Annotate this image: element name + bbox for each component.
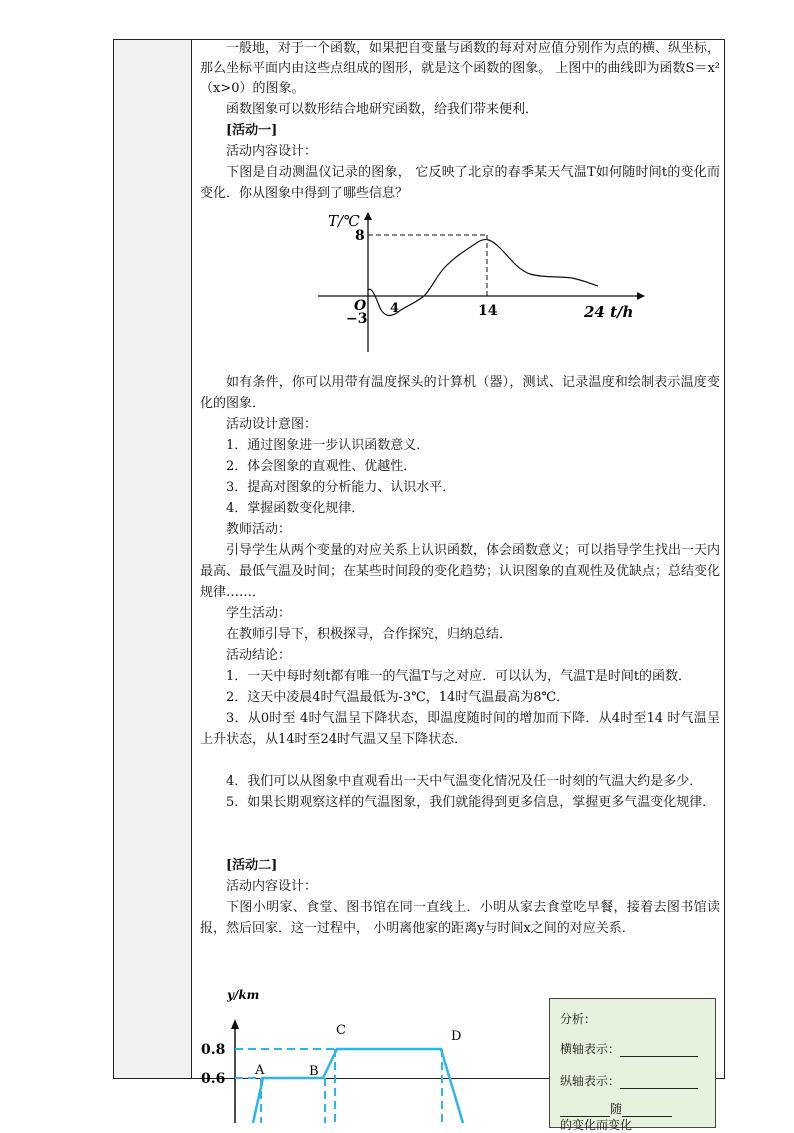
activity1-conclusion-2: 2．这天中凌晨4时气温最低为-3℃，14时气温最高为8℃． — [226, 690, 570, 705]
activity2-design-label: 活动内容设计： — [226, 879, 318, 894]
temp-tick-4: 4 — [390, 301, 400, 316]
activity1-teacher-label: 教师活动： — [226, 522, 292, 537]
activity1-design-label: 活动内容设计： — [226, 144, 318, 159]
vertical-blank[interactable] — [620, 1076, 698, 1089]
activity1-conclusion-4: 4．我们可以从图象中直观看出一天中气温变化情况及任一时刻的气温大约是多少． — [226, 774, 703, 789]
activity1-student-label: 学生活动： — [226, 606, 292, 621]
horizontal-blank[interactable] — [620, 1044, 698, 1057]
dist-point-c: C — [336, 1023, 346, 1038]
temperature-chart — [200, 204, 720, 364]
dist-y-arrow — [231, 1019, 239, 1029]
analysis-sui: 随 — [610, 1102, 623, 1116]
activity1-teacher-text: 引导学生从两个变量的对应关系上认识函数，体会函数意义；可以指导学生找出一天内最高、最低气温及时间；在某些时间段的变化趋势；认识图象的直观性及优缺点；总结变化规律……． — [200, 543, 721, 600]
activity1-conclusion-1: 1．一天中每时刻t都有唯一的气温T与之对应．可以认为，气温T是时间t的函数． — [226, 669, 692, 684]
sui-blank-2[interactable] — [622, 1104, 672, 1117]
activity2-title: [活动二] — [226, 858, 278, 873]
temp-tick-14: 14 — [478, 303, 498, 319]
activity1-design-text: 下图是自动测温仪记录的图象， 它反映了北京的春季某天气温T如何随时间t的变化而变化．你从图象中得到了哪些信息？ — [200, 165, 720, 201]
activity1-intent-3: 3．提高对图象的分析能力、认识水平． — [226, 480, 456, 495]
activity1-intent-2: 2．体会图象的直观性、优越性． — [226, 459, 417, 474]
intro-paragraph-2: 函数图象可以数形结合地研究函数，给我们带来便利． — [226, 102, 539, 117]
dist-tick-06: 0.6 — [201, 1071, 226, 1087]
analysis-title: 分析： — [560, 1012, 597, 1026]
activity1-conclusion-5: 5．如果长期观察这样的气温图象，我们就能得到更多信息，掌握更多气温变化规律． — [226, 795, 716, 810]
analysis-bottom: 的变化而变化 — [560, 1118, 633, 1132]
temp-tick-neg3: −3 — [346, 311, 368, 327]
analysis-horizontal-label: 横轴表示： — [560, 1042, 621, 1056]
activity1-student-text: 在教师引导下，积极探寻，合作探究，归纳总结． — [226, 627, 513, 642]
dist-point-d: D — [451, 1029, 462, 1044]
activity1-conclusion-label: 活动结论： — [226, 648, 292, 663]
analysis-vertical-row — [560, 1073, 698, 1089]
dist-tick-08: 0.8 — [201, 1042, 226, 1058]
distance-chart — [195, 983, 495, 1123]
temp-origin: O — [354, 298, 367, 314]
temp-x-arrow — [637, 292, 645, 300]
temp-tick-8: 8 — [355, 228, 365, 244]
dist-point-a: A — [255, 1063, 265, 1078]
temp-y-arrow — [364, 212, 372, 220]
analysis-box — [549, 998, 716, 1132]
lesson-content — [200, 39, 720, 939]
intro-paragraph-1: 一般地，对于一个函数，如果把自变量与函数的每对对应值分别作为点的横、纵坐标，那么坐标平面内由这些点组成的图形，就是这个函数的图象。 上图中的曲线即为函数S＝x²（x>0）的图象。 — [200, 41, 721, 96]
activity2-design-text: 下图小明家、食堂、图书馆在同一直线上．小明从家去食堂吃早餐，接着去图书馆读报，然后回家．这一过程中， 小明离他家的距离y与时间x之间的对应关系． — [200, 900, 720, 936]
analysis-sui-row — [560, 1101, 672, 1117]
dist-y-label: y/km — [227, 988, 260, 1002]
sui-blank-1[interactable] — [560, 1104, 610, 1117]
activity1-after-graph: 如有条件，你可以用带有温度探头的计算机（器），测试、记录温度和绘制表示温度变化的图象． — [200, 375, 720, 411]
temp-x-label: 24 t/h — [584, 303, 634, 321]
analysis-vertical-label: 纵轴表示： — [560, 1074, 621, 1088]
activity1-intent-label: 活动设计意图： — [226, 417, 318, 432]
dist-line — [253, 1049, 463, 1123]
left-column — [113, 39, 192, 1079]
activity1-conclusion-3: 3．从0时至 4时气温呈下降状态，即温度随时间的增加而下降．从4时至14 时气温呈上升状态，从14时至24时气温又呈下降状态． — [200, 711, 720, 747]
activity1-intent-1: 1．通过图象进一步认识函数意义． — [226, 438, 430, 453]
temp-y-label: T/℃ — [328, 212, 360, 230]
activity1-intent-4: 4．掌握函数变化规律． — [226, 501, 365, 516]
activity1-title: [活动一] — [226, 123, 278, 138]
analysis-horizontal-row — [560, 1041, 698, 1057]
dist-point-b: B — [309, 1064, 319, 1079]
